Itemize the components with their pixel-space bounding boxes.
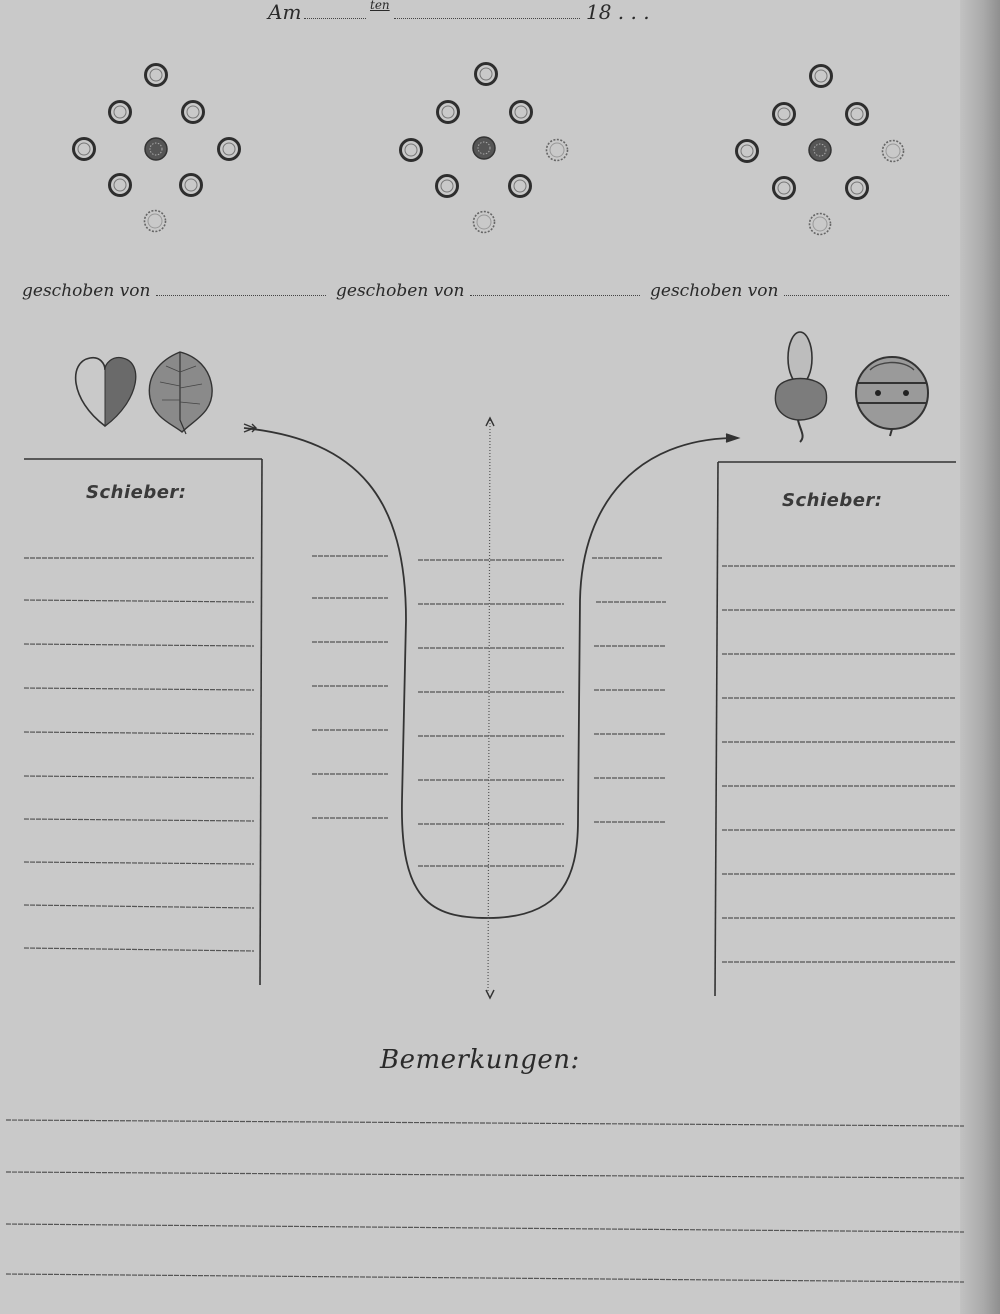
king-pin[interactable] — [473, 137, 495, 159]
score-line[interactable] — [24, 644, 254, 646]
date-am-label: Am — [268, 0, 302, 24]
pin[interactable] — [110, 175, 131, 196]
score-line[interactable] — [24, 862, 254, 864]
remarks-lines — [6, 1120, 964, 1282]
right-score-panel — [715, 462, 956, 996]
score-line[interactable] — [24, 905, 254, 908]
remarks-line[interactable] — [6, 1274, 964, 1282]
pin[interactable] — [219, 139, 240, 160]
pin[interactable] — [511, 102, 532, 123]
remarks-line[interactable] — [6, 1172, 964, 1178]
leaf-suit-icon — [149, 352, 212, 434]
pin[interactable] — [145, 211, 166, 232]
acorn-suit-icon — [775, 332, 826, 442]
pin[interactable] — [847, 104, 868, 125]
score-line[interactable] — [24, 819, 254, 821]
remarks-line[interactable] — [6, 1120, 964, 1126]
king-pin[interactable] — [809, 139, 831, 161]
pin[interactable] — [146, 65, 167, 86]
pushed-by-label-1: geschoben von — [22, 281, 151, 301]
left-score-panel — [24, 459, 262, 985]
pin[interactable] — [510, 176, 531, 197]
pin[interactable] — [181, 175, 202, 196]
pin-diagram-3[interactable] — [737, 66, 904, 235]
right-schieber-title: Schieber: — [782, 490, 883, 511]
pin[interactable] — [774, 178, 795, 199]
score-line[interactable] — [24, 688, 254, 690]
pin[interactable] — [737, 141, 758, 162]
pin[interactable] — [183, 102, 204, 123]
pin[interactable] — [437, 176, 458, 197]
pin[interactable] — [811, 66, 832, 87]
score-line[interactable] — [24, 732, 254, 734]
score-line[interactable] — [24, 600, 254, 602]
pin[interactable] — [847, 178, 868, 199]
pin[interactable] — [438, 102, 459, 123]
heart-suit-icon — [76, 358, 136, 426]
score-line[interactable] — [24, 948, 254, 951]
pin[interactable] — [401, 140, 422, 161]
pin[interactable] — [547, 140, 568, 161]
pushed-by-label-3: geschoben von — [650, 281, 779, 301]
date-ten-label: ten — [370, 0, 390, 12]
left-schieber-title: Schieber: — [86, 482, 187, 503]
bell-suit-icon — [856, 357, 928, 436]
score-line[interactable] — [24, 776, 254, 778]
pin[interactable] — [74, 139, 95, 160]
pushed-by-label-2: geschoben von — [336, 281, 465, 301]
pin[interactable] — [810, 214, 831, 235]
middle-lane — [244, 418, 738, 998]
pin[interactable] — [883, 141, 904, 162]
remarks-line[interactable] — [6, 1224, 964, 1232]
date-year-label: 18 . . . — [586, 0, 650, 24]
pin[interactable] — [774, 104, 795, 125]
remarks-title: Bemerkungen: — [380, 1045, 580, 1075]
pin[interactable] — [474, 212, 495, 233]
pin[interactable] — [110, 102, 131, 123]
pin-diagram-1[interactable] — [74, 65, 240, 232]
pin[interactable] — [476, 64, 497, 85]
king-pin[interactable] — [145, 138, 167, 160]
pin-diagram-2[interactable] — [401, 64, 568, 233]
